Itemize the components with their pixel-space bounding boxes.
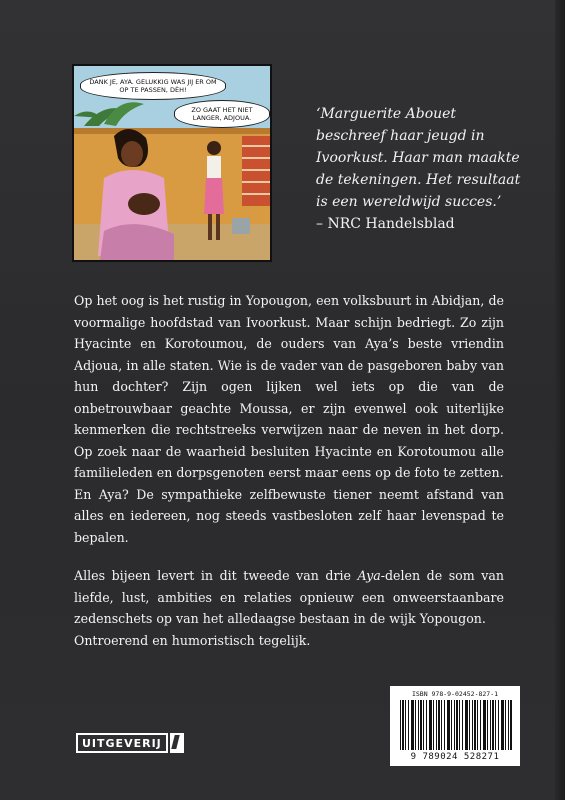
- blurb-title-italic: Aya: [357, 568, 381, 583]
- publisher-logo-mark: [170, 733, 184, 753]
- review-quote: [316, 103, 521, 235]
- blurb-paragraph: Ontroerend en humoristisch tegelijk.: [74, 632, 311, 648]
- publisher-logo-text: UITGEVERIJ: [76, 733, 168, 753]
- isbn-label: ISBN 978-9-02452-827-1: [411, 690, 499, 698]
- publisher-logo: [76, 733, 184, 753]
- barcode-bars: [400, 700, 512, 750]
- blurb-text: Alles bijeen levert in dit tweede van drie: [74, 568, 358, 583]
- blurb: [74, 290, 504, 651]
- cover-edge: [555, 0, 565, 800]
- quote-text: ‘Marguerite Abouet beschreef haar jeugd in Ivoorkust. Haar man maakte de tekeningen. Het resultaat is een wereldwijd succes.’: [316, 106, 521, 210]
- speech-bubble: ZO GAAT HET NIET LANGER, ADJOUA.: [174, 100, 270, 128]
- blurb-paragraph: Op het oog is het rustig in Yopougon, een volksbuurt in Abidjan, de voormalige hoofdstad van Ivoorkust. Maar schijn bedriegt. Zo zijn Hyacinte en Korotoumou, de ouders van Aya’s beste vriendin Adjoua, in alle staten. Wie is de vader van de pasgeboren baby van hun dochter? Zijn ogen lijken wel iets op die van de onbetrouwbaar geachte Moussa, er zijn evenwel ook uiterlijke kenmerken die rechtstreeks verwijzen naar de neven in het dorp. Op zoek naar de waarheid besluiten Hyacinte en Korotoumou alle familieleden en dorpsgenoten eerst maar eens op de foto te zetten.: [74, 293, 504, 480]
- ean-number: 9 789024 528271: [410, 752, 500, 762]
- blurb-paragraph: [74, 565, 504, 630]
- comic-illustration-panel: [72, 64, 272, 262]
- blurb-paragraph: En Aya? De sympathieke zelfbewuste tiener neemt afstand van alles en iedereen, nog steeds vastbesloten zelf haar levenspad te bepalen.: [74, 486, 504, 545]
- speech-bubble: DANK JE, AYA. GELUKKIG WAS JIJ ER OM OP TE PASSEN, DÈH!: [80, 72, 226, 100]
- barcode: [390, 686, 520, 766]
- quote-source: – NRC Handelsblad: [316, 216, 455, 232]
- blurb-text: -delen de som van liefde, lust, ambities en relaties opnieuw een onweerstaanbare zedenschets op van het alledaagse bestaan in de wijk Yopougon.: [74, 568, 504, 626]
